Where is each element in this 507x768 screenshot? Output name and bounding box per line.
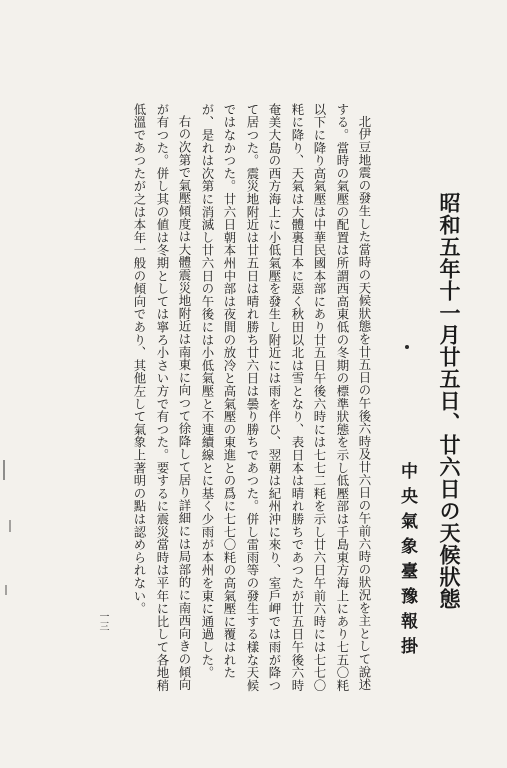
body-column-9: 右の次第で氣壓傾度は大體震災地附近は南東に向つて徐降して居り詳細には局部的に南西向きの傾向 (177, 115, 192, 691)
body-column-2: する。當時の氣壓の配置は所謂西高東低の冬期の標準狀態を示し低壓部は千島東方海上にあり七五〇粍 (335, 103, 350, 692)
document-title: 昭和五年十一月廿五日、廿六日の天候狀態 (437, 192, 462, 610)
bullet-dot (405, 345, 409, 349)
scan-mark (3, 460, 5, 480)
scan-mark (5, 585, 7, 595)
body-column-10: が有つた。併し其の値は冬期としては寧ろ小さい方で有つた。要するに震災當時は平年に比して各地稍 (155, 103, 170, 692)
document-author: 中央氣象臺豫報掛 (397, 462, 417, 662)
page-number: 一三 (97, 611, 108, 631)
scan-mark (9, 520, 11, 532)
body-column-7: ではなかつた。廿六日朝本州中部は夜間の放冷と高氣壓の東進との爲に七七〇粍の高氣壓に覆はれた (222, 103, 237, 679)
body-column-5: 奄美大島の西方海上に小低氣壓を發生し附近には雨を伴ひ、翌朝は紀州沖に來り、室戶岬では雨が降つ (267, 103, 282, 692)
body-column-8: が、是れは次第に消滅し廿六日の午後には小低氣壓と不連續線とに基く少雨が本州を東に通過した。 (200, 103, 215, 679)
body-column-4: 粍に降り、天氣は大體裏日本に惡く秋田以北は雪となり、表日本は晴れ勝ちであつたが廿五日午後六時 (290, 103, 305, 692)
body-column-3: 以下に降り高氣壓は中華民國本部にあり廿五日午後六時には七七二粍を示し廿六日午前六時には七七〇 (312, 103, 327, 692)
body-column-6: て居つた。震災地附近は廿五日は晴れ勝ち廿六日は曇り勝ちであつた。併し雷雨等の發生する樣な天候 (245, 103, 260, 692)
body-column-11: 低溫であつたが之は本年一般の傾向であり、其他左して氣象上著明の點は認められない。 (132, 103, 147, 615)
body-column-1: 北伊豆地震の發生した當時の天候狀態を廿五日の午後六時及廿六日の午前六時の狀況を主として說述 (357, 115, 372, 691)
